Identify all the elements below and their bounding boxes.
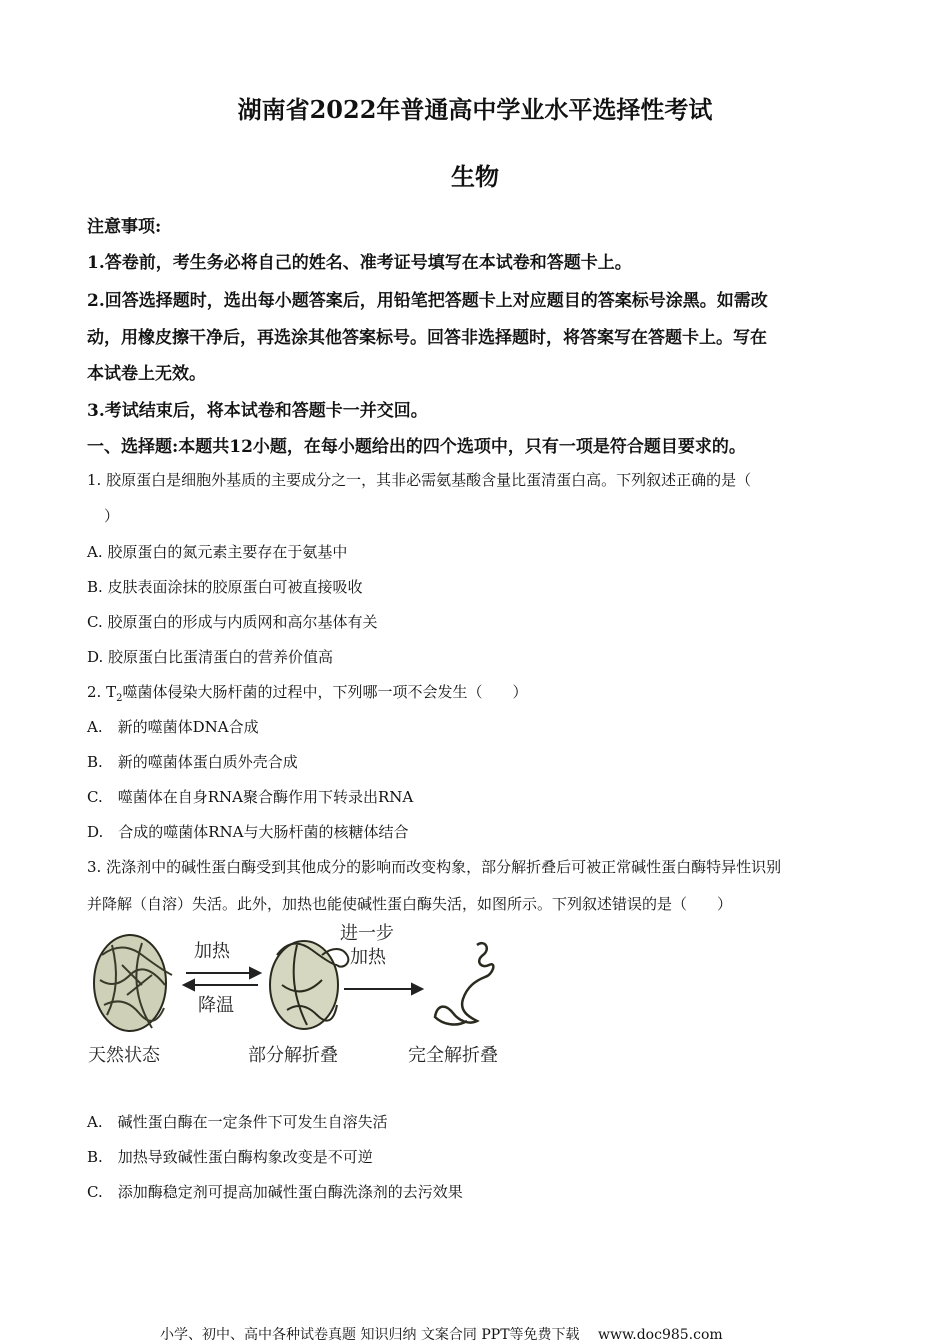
q2-stem-prefix: 2. T (87, 683, 117, 701)
q2-option-c: C. 噬菌体在自身RNA聚合酶作用下转录出RNA (87, 788, 414, 806)
notice-item-2-line1: 2.回答选择题时，选出每小题答案后，用铅笔把答题卡上对应题目的答案标号涂黑。如需改 (87, 291, 768, 311)
q2-stem-rest: 噬菌体侵染大肠杆菌的过程中，下列哪一项不会发生（ ） (122, 683, 528, 701)
q2-option-b: B. 新的噬菌体蛋白质外壳合成 (87, 753, 298, 771)
q1-stem-line1: 1. 胶原蛋白是细胞外基质的主要成分之一，其非必需氨基酸含量比蛋清蛋白高。下列叙述正确的是（ (87, 471, 752, 489)
q3-option-a: A. 碱性蛋白酶在一定条件下可发生自溶失活 (87, 1113, 388, 1131)
q1-option-a: A. 胶原蛋白的氮元素主要存在于氨基中 (87, 543, 348, 561)
q1-option-b: B. 皮肤表面涂抹的胶原蛋白可被直接吸收 (87, 578, 363, 596)
notice-item-2-line2: 动，用橡皮擦干净后，再选涂其他答案标号。回答非选择题时，将答案写在答题卡上。写在 (87, 328, 767, 348)
q2-stem-subscript: 2 (116, 693, 123, 704)
q3-stem-line2: 并降解（自溶）失活。此外，加热也能使碱性蛋白酶失活，如图所示。下列叙述错误的是（ ） (87, 895, 733, 913)
exam-title: 湖南省2022年普通高中学业水平选择性考试 (237, 95, 713, 124)
notice-item-1: 1.答卷前，考生务必将自己的姓名、准考证号填写在本试卷和答题卡上。 (87, 253, 632, 273)
unfolded-protein-icon (435, 943, 493, 1024)
q1-stem-line2: ） (104, 507, 120, 525)
heating-arrow-icon (344, 984, 422, 994)
q2-option-a: A. 新的噬菌体DNA合成 (87, 718, 259, 736)
notice-item-2-line3: 本试卷上无效。 (87, 364, 206, 384)
notice-item-3: 3.考试结束后，将本试卷和答题卡一并交回。 (87, 401, 428, 421)
arrow1-top-label: 加热 (194, 941, 230, 962)
arrow2-line2-label: 加热 (350, 947, 386, 968)
state-partial-label: 部分解折叠 (248, 1045, 338, 1066)
state-full-label: 完全解折叠 (408, 1045, 498, 1066)
reversible-arrows-icon (184, 968, 260, 990)
enzyme-unfolding-figure (82, 925, 522, 1075)
page-footer: 小学、初中、高中各种试卷真题 知识归纳 文案合同 PPT等免费下载 www.doc985.com (160, 1327, 723, 1343)
section-heading: 一、选择题:本题共12小题，在每小题给出的四个选项中，只有一项是符合题目要求的。 (87, 437, 746, 457)
native-protein-icon (94, 935, 172, 1031)
subject-title: 生物 (451, 162, 499, 191)
q3-option-c: C. 添加酶稳定剂可提高加碱性蛋白酶洗涤剂的去污效果 (87, 1183, 463, 1201)
arrow2-line1-label: 进一步 (340, 923, 394, 944)
state-native-label: 天然状态 (88, 1045, 160, 1066)
q3-stem-line1: 3. 洗涤剂中的碱性蛋白酶受到其他成分的影响而改变构象，部分解折叠后可被正常碱性蛋白酶特异性识别 (87, 858, 782, 876)
q2-stem (87, 681, 527, 704)
q1-option-d: D. 胶原蛋白比蛋清蛋白的营养价值高 (87, 648, 334, 666)
q1-option-c: C. 胶原蛋白的形成与内质网和高尔基体有关 (87, 613, 378, 631)
notice-heading: 注意事项: (87, 217, 162, 237)
q2-option-d: D. 合成的噬菌体RNA与大肠杆菌的核糖体结合 (87, 823, 409, 841)
arrow1-bottom-label: 降温 (198, 995, 234, 1016)
partial-unfolded-protein-icon (270, 941, 348, 1029)
q3-option-b: B. 加热导致碱性蛋白酶构象改变是不可逆 (87, 1148, 373, 1166)
